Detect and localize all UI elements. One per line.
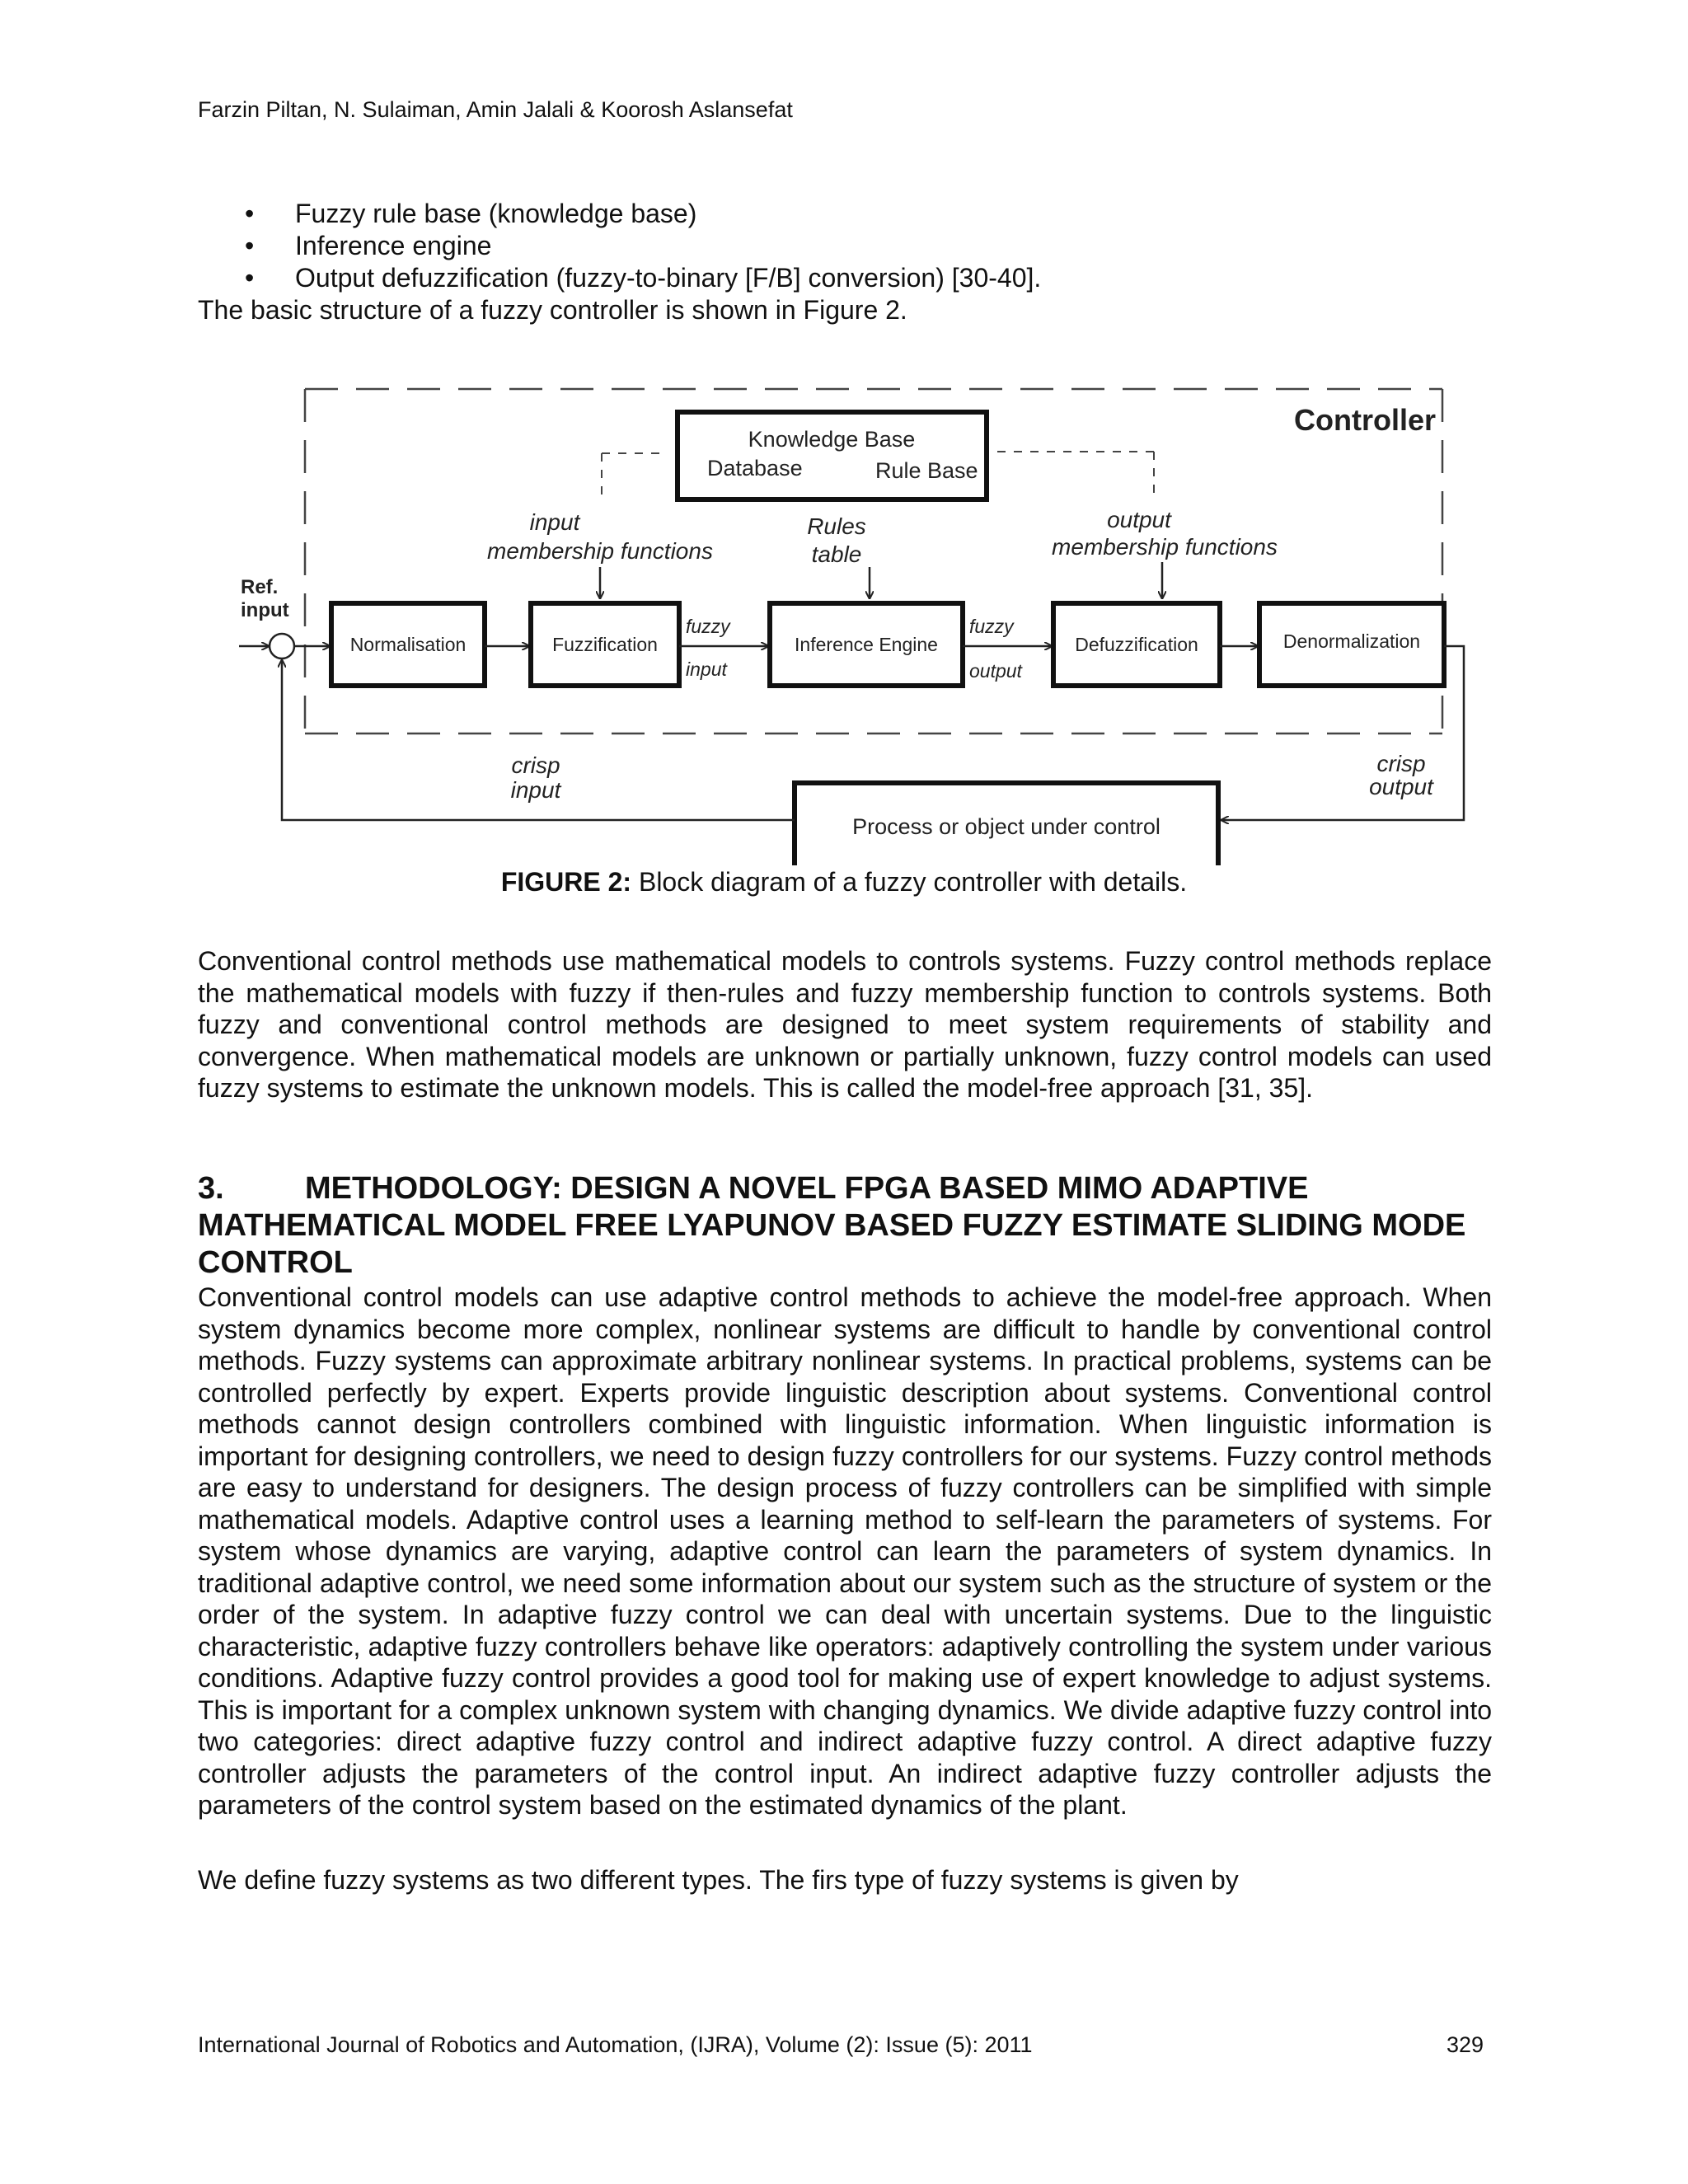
crisp-input-line1: crisp	[511, 752, 560, 778]
crisp-output-line2: output	[1369, 774, 1433, 799]
output-mf-line1: output	[1107, 507, 1171, 532]
ref-input-line2: input	[241, 599, 289, 621]
input-mf-line1: input	[529, 509, 580, 535]
ref-input-line1: Ref.	[241, 576, 279, 598]
bullet-glyph: •	[245, 263, 255, 293]
fuzzy-input-line1: fuzzy	[686, 616, 730, 637]
defuzzification-label: Defuzzification	[1075, 634, 1198, 655]
section-title: METHODOLOGY: DESIGN A NOVEL FPGA BASED MIMO ADAPTIVE MATHEMATICAL MODEL FREE LYAPUNOV BASED FUZZY ESTIMATE SLIDING MODE CONTROL	[198, 1171, 1466, 1280]
inference-engine-label: Inference Engine	[795, 634, 938, 655]
body-paragraph-1: Conventional control methods use mathematical models to controls systems. Fuzzy control methods replace the mathematical models with fuzzy if then-rules and fuzzy membership function to controls systems. Both fuzzy and conventional control methods are designed to meet system requirements of stability and convergence. When mathematical models are unknown or partially unknown, fuzzy control models can used fuzzy systems to estimate the unknown models. This is called the model-free approach [31, 35].	[198, 946, 1492, 1103]
list-item-text: Fuzzy rule base (knowledge base)	[295, 199, 697, 228]
section-heading	[198, 1170, 1517, 1282]
crisp-output-line1: crisp	[1376, 751, 1426, 776]
summing-junction	[270, 634, 294, 658]
section-number: 3.	[198, 1171, 224, 1206]
rules-table-line2: table	[811, 541, 862, 567]
running-header: Farzin Piltan, N. Sulaiman, Amin Jalali & Koorosh Aslansefat	[198, 97, 793, 122]
body-paragraph-3: We define fuzzy systems as two different types. The firs type of fuzzy systems is given by	[198, 1865, 1239, 1895]
bullet-glyph: •	[245, 199, 255, 228]
fuzzification-label: Fuzzification	[552, 634, 658, 655]
figure-caption-label: FIGURE 2:	[500, 867, 632, 897]
intro-line: The basic structure of a fuzzy controller is shown in Figure 2.	[198, 295, 907, 325]
list-item	[0, 198, 1688, 230]
list-item	[0, 230, 1688, 262]
page-number: 329	[1446, 2032, 1484, 2057]
fuzzy-input-line2: input	[686, 658, 727, 680]
footer-journal: International Journal of Robotics and Automation, (IJRA), Volume (2): Issue (5): 2011	[198, 2032, 1033, 2057]
bullet-list	[0, 198, 1688, 294]
body-paragraph-2: Conventional control models can use adaptive control methods to achieve the model-free approach. When system dynamics become more complex, nonlinear systems are difficult to handle by conventional control methods. Fuzzy systems can approximate arbitrary nonlinear systems. In practical problems, systems can be controlled perfectly by expert. Experts provide linguistic description about systems. Conventional control methods cannot design controllers combined with linguistic information. When linguistic information is important for designing controllers, we need to design fuzzy controllers for our systems. Fuzzy control methods are easy to understand for designers. The design process of fuzzy controllers can be simplified with simple mathematical models. Adaptive control uses a learning method to self-learn the parameters of systems. For system whose dynamics are varying, adaptive control can learn the parameters of system dynamics. In traditional adaptive control, we need some information about our system such as the structure of system or the order of the system. In adaptive fuzzy control we can deal with uncertain systems. Due to the linguistic characteristic, adaptive fuzzy controllers behave like operators: adaptively controlling the system under various conditions. Adaptive fuzzy control provides a good tool for making use of expert knowledge to adjust systems. This is important for a complex unknown system with changing dynamics. We divide adaptive fuzzy control into two categories: direct adaptive fuzzy control and indirect adaptive fuzzy control. A direct adaptive fuzzy controller adjusts the parameters of the control input. An indirect adaptive fuzzy controller adjusts the parameters of the control system based on the estimated dynamics of the plant.	[198, 1282, 1492, 1820]
list-item-text: Output defuzzification (fuzzy-to-binary [F/B] conversion) [30-40].	[295, 263, 1042, 293]
rule-base-label: Rule Base	[875, 458, 978, 483]
fuzzy-output-line1: fuzzy	[969, 616, 1014, 637]
denormalization-label: Denormalization	[1282, 630, 1421, 652]
rules-table-line1: Rules	[807, 513, 866, 539]
fuzzy-output-line2: output	[969, 660, 1022, 682]
list-item	[0, 262, 1688, 294]
knowledge-base-title: Knowledge Base	[748, 427, 916, 452]
figure-caption	[0, 866, 1688, 898]
list-item-text: Inference engine	[295, 231, 492, 260]
crisp-input-line2: input	[510, 777, 561, 803]
process-label: Process or object under control	[852, 814, 1160, 839]
output-mf-line2: membership functions	[1052, 534, 1278, 560]
normalisation-label: Normalisation	[349, 634, 467, 655]
database-label: Database	[707, 456, 803, 480]
input-mf-line2: membership functions	[487, 538, 713, 564]
bullet-glyph: •	[245, 231, 255, 260]
controller-label: Controller	[1294, 403, 1437, 437]
fuzzy-controller-diagram	[231, 371, 1467, 865]
figure-caption-text: Block diagram of a fuzzy controller with details.	[631, 867, 1188, 897]
